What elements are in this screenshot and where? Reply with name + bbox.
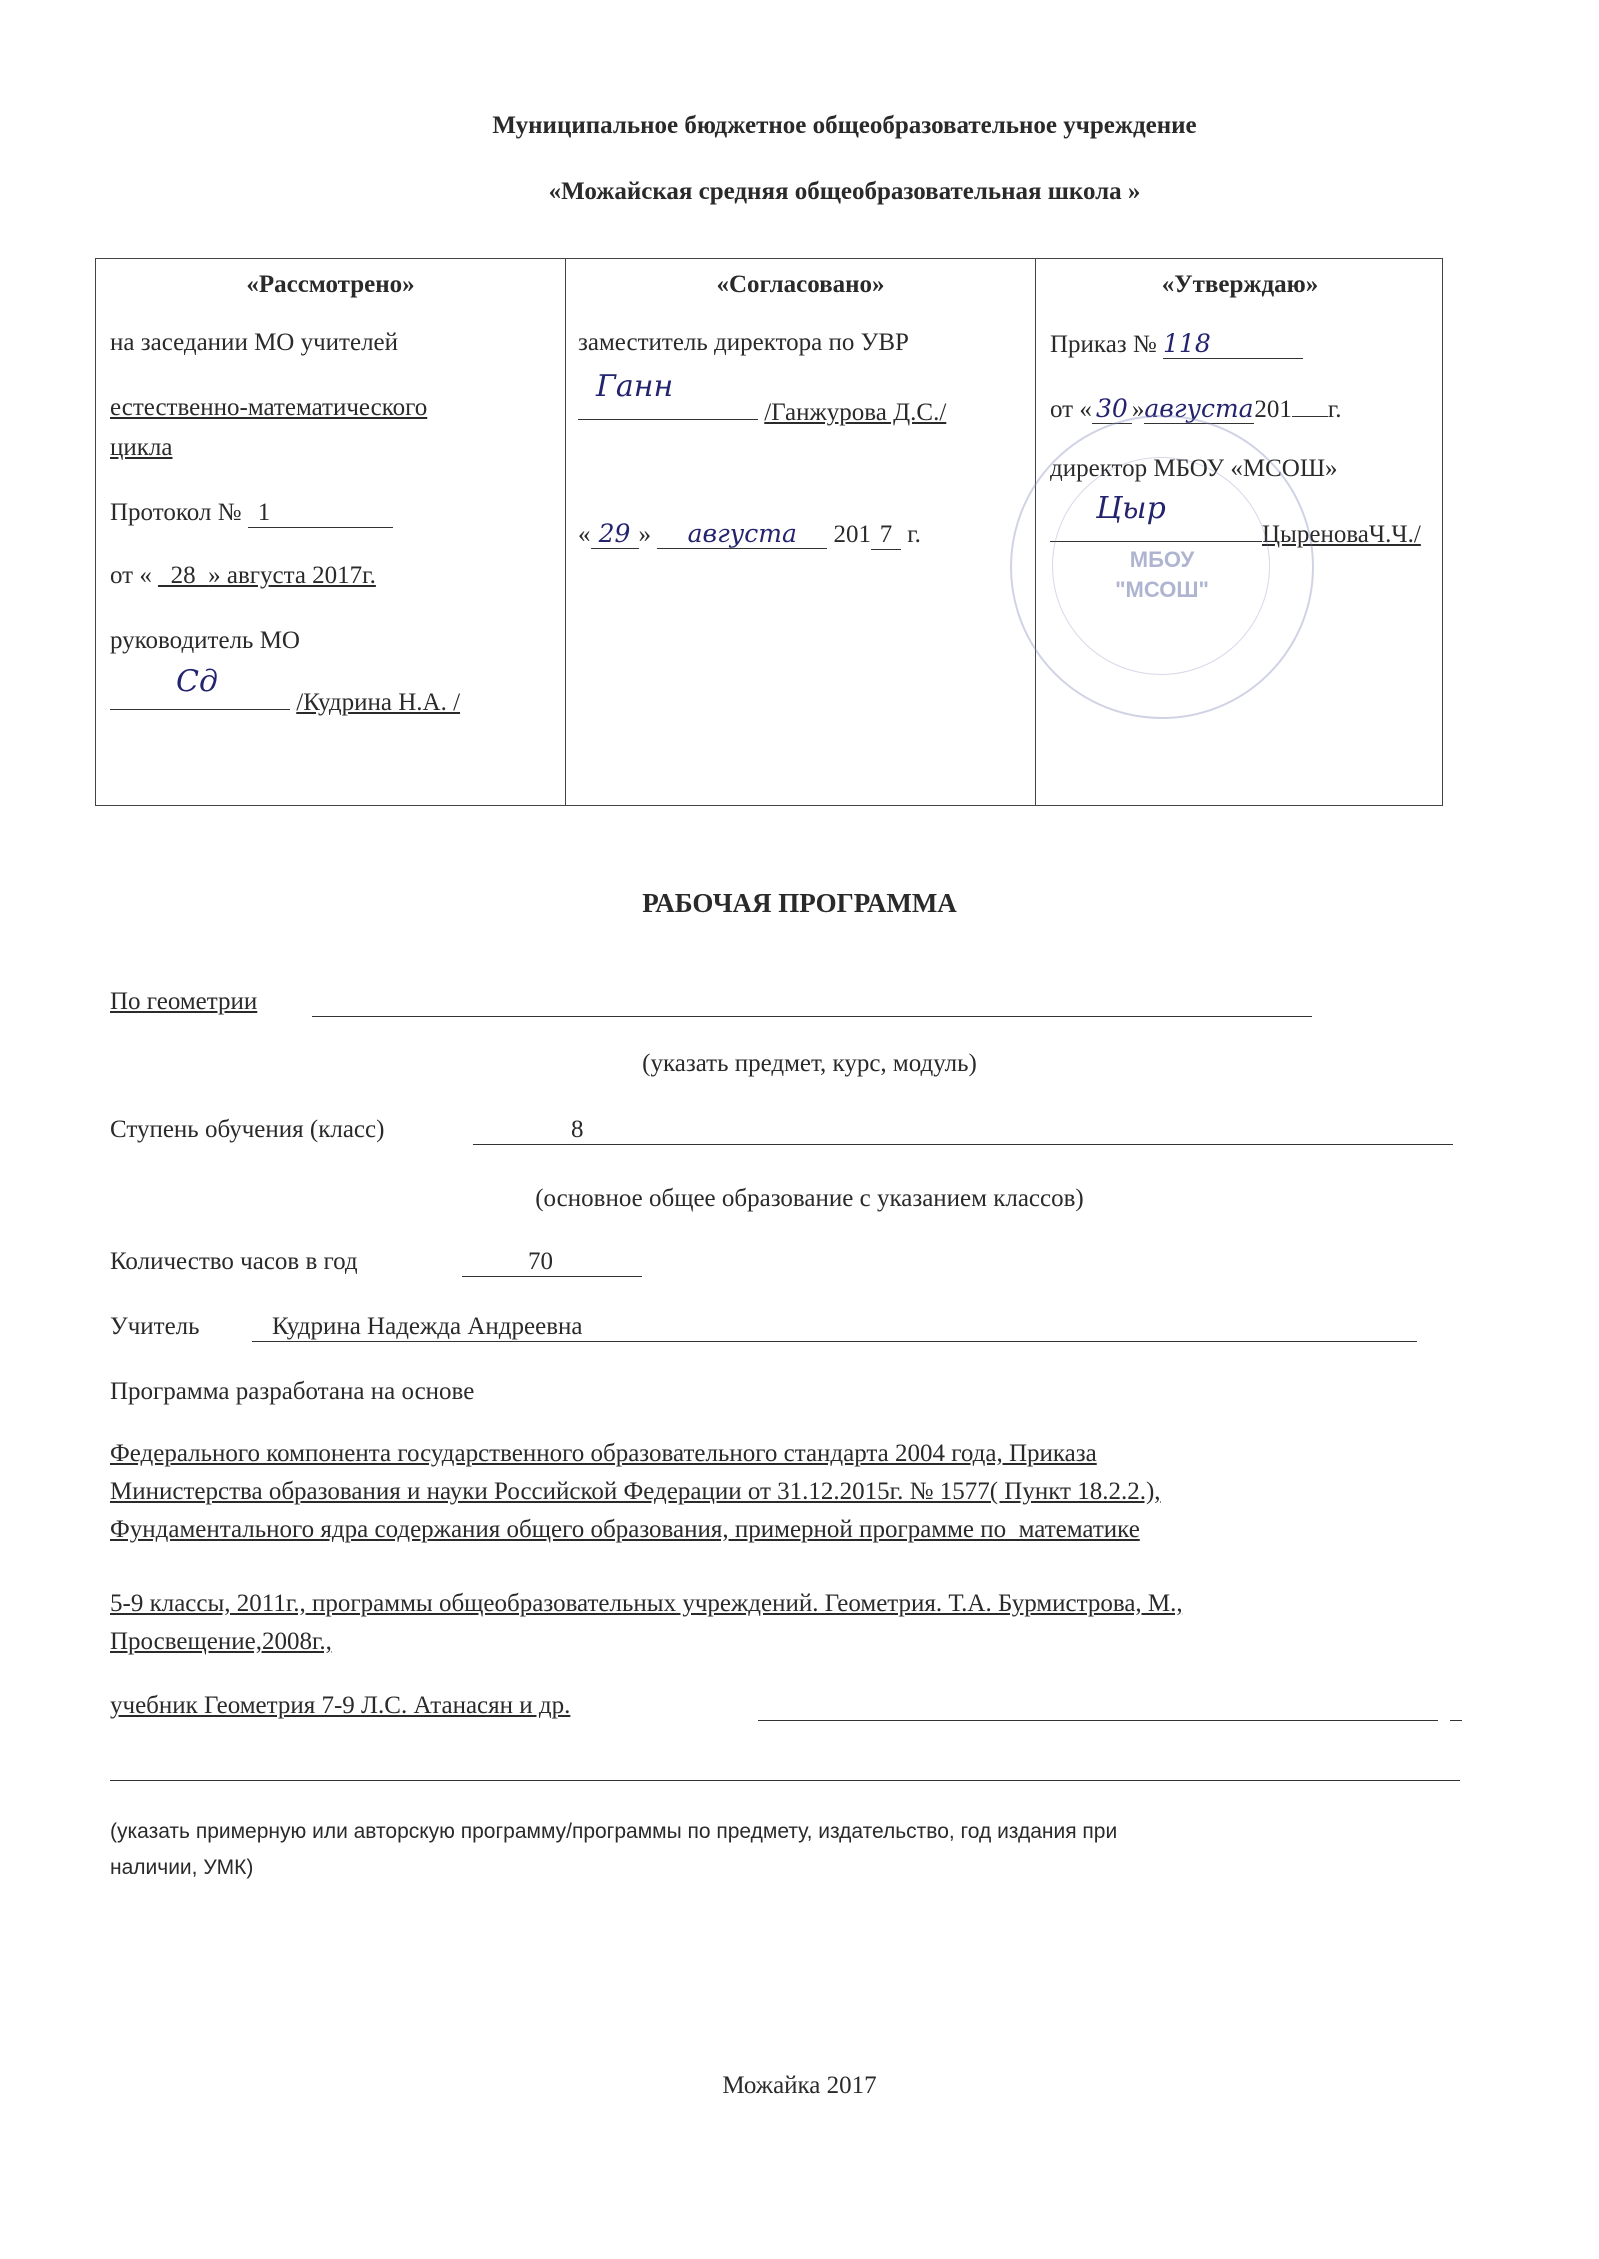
reviewed-signature: Сд — [176, 664, 218, 699]
agreed-signature: Ганн — [596, 369, 674, 404]
subject-hint: (указать предмет, курс, модуль) — [642, 1050, 977, 1077]
approved-date-year: 201 — [1254, 396, 1292, 423]
approved-date-month: августа — [1144, 394, 1254, 423]
agreed-date-open: « — [578, 521, 591, 548]
approved-role: директор МБОУ «МСОШ» — [1050, 455, 1338, 482]
agreed-column — [566, 259, 1036, 805]
agreed-date-suffix: г. — [907, 521, 921, 548]
grade-fill-line — [473, 1144, 1453, 1145]
reviewed-signature-line — [110, 689, 460, 717]
footer-place-year: Можайка 2017 — [722, 2072, 877, 2099]
hours-value: 70 — [528, 1248, 553, 1275]
reviewed-line1: на заседании МО учителей — [110, 329, 399, 356]
subject-fill-line — [312, 1016, 1312, 1017]
basis-line-5: Просвещение,2008г., — [110, 1628, 332, 1655]
agreed-date-year-digit: 7 — [871, 521, 901, 550]
textbook-line: учебник Геометрия 7-9 Л.С. Атанасян и др. — [110, 1692, 571, 1719]
teacher-label: Учитель — [110, 1313, 200, 1340]
approved-date-close: » — [1131, 396, 1145, 423]
agreed-date-day: 29 — [591, 519, 639, 549]
agreed-name: /Ганжурова Д.С./ — [764, 399, 947, 426]
teacher-fill-line — [252, 1341, 1417, 1342]
basis-line-2: Министерства образования и науки Российской Федерации от 31.12.2015г. № 1577( Пункт 18.2.2.), — [110, 1478, 1161, 1505]
reviewed-date — [110, 562, 376, 590]
blank-fill-line — [110, 1780, 1460, 1781]
reviewed-date-prefix: от « — [110, 562, 159, 589]
reviewed-column — [96, 259, 566, 805]
order-label: Приказ № — [1050, 331, 1157, 358]
school-stamp — [1010, 415, 1314, 719]
protocol-line — [110, 499, 393, 528]
grade-label: Ступень обучения (класс) — [110, 1116, 385, 1143]
agreed-date — [578, 519, 921, 550]
reviewed-date-rest: » августа 2017г. — [208, 562, 376, 589]
agreed-date-month: августа — [657, 519, 827, 549]
grade-value: 8 — [571, 1116, 584, 1143]
order-number: 118 — [1163, 329, 1303, 359]
approved-date-prefix: от « — [1050, 396, 1092, 423]
agreed-date-close: » — [638, 521, 651, 548]
grade-hint: (основное общее образование с указанием классов) — [535, 1185, 1084, 1212]
reviewed-name: /Кудрина Н.А. / — [296, 689, 461, 716]
approved-date-suffix: г. — [1327, 396, 1342, 423]
textbook-fill-line — [758, 1720, 1438, 1721]
basis-line-4: 5-9 классы, 2011г., программы общеобразовательных учреждений. Геометрия. Т.А. Бурмистрова, М., — [110, 1590, 1183, 1617]
hours-label: Количество часов в год — [110, 1248, 358, 1275]
program-hint-1: (указать примерную или авторскую программу/программы по предмету, издательство, год издания при — [110, 1820, 1118, 1843]
organization-name: Муниципальное бюджетное общеобразовательное учреждение — [492, 112, 1197, 139]
agreed-line1: заместитель директора по УВР — [578, 329, 909, 356]
approved-signature: Цыр — [1096, 491, 1166, 526]
reviewed-date-day: _28_ — [158, 562, 209, 589]
agreed-heading: «Согласовано» — [716, 271, 885, 298]
protocol-label: Протокол № — [110, 499, 242, 526]
basis-line-1: Федерального компонента государственного образовательного стандарта 2004 года, Приказа — [110, 1440, 1097, 1467]
approved-heading: «Утверждаю» — [1161, 271, 1319, 298]
reviewed-line3: цикла — [110, 434, 173, 461]
document-title: РАБОЧАЯ ПРОГРАММА — [642, 888, 957, 918]
subject-label: По геометрии — [110, 988, 258, 1015]
approved-name: ЦыреноваЧ.Ч./ — [1262, 521, 1421, 548]
textbook-fill-tail — [1450, 1720, 1462, 1721]
reviewed-heading: «Рассмотрено» — [246, 271, 415, 298]
hours-fill-line — [462, 1276, 642, 1277]
school-name: «Можайская средняя общеобразовательная школа » — [548, 178, 1141, 205]
program-hint-2: наличии, УМК) — [110, 1856, 254, 1879]
stamp-text-1: МБОУ — [1129, 547, 1195, 572]
reviewed-role: руководитель МО — [110, 627, 300, 654]
stamp-text-2: "МСОШ" — [1115, 577, 1209, 602]
basis-line-3: Фундаментального ядра содержания общего образования, примерной программе по_математике — [110, 1516, 1140, 1543]
reviewed-line2: естественно-математического — [110, 394, 428, 421]
agreed-date-year-prefix: 201 — [833, 521, 871, 548]
teacher-value: Кудрина Надежда Андреевна — [272, 1313, 583, 1340]
protocol-number: 1 — [248, 499, 393, 528]
basis-label: Программа разработана на основе — [110, 1378, 475, 1405]
order-line — [1050, 329, 1303, 359]
approved-date-day: 30 — [1092, 394, 1132, 424]
